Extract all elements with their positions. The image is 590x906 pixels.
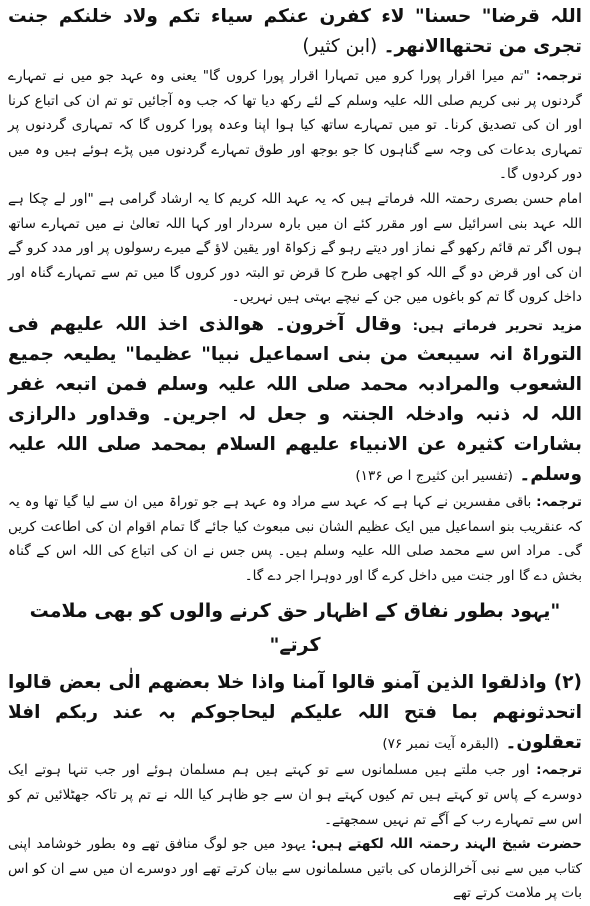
translation-label: ترجمہ: [536,762,583,779]
verse-2-paragraph [8,668,582,758]
verse-reference: (البقرہ آیت نمبر ۷۶) [382,736,500,753]
document-page [8,2,583,902]
arabic-verse-text: اللہ قرضا" حسنا" لاء کفرن عنکم سیاء تکم ولاد خلنکم جنت تجری من تحتھاالانھر۔ [8,6,582,57]
tafsir-reference: (تفسیر ابن کثیرج ا ص ۱۳۶) [355,467,513,484]
arabic-quote-text: وقال آخرون۔ ھوالذی اخذ اللہ علیھم فی التوراۃ انہ سیبعث من بنی اسماعیل نبیا" عظیما" یطیعہ جمیع الشعوب والمرادبہ محمد صلی اللہ علیہ وسلم فمن اتبعہ غفر اللہ لہ ذنبہ وادخلہ الجنتہ و جعل لہ اجرین۔ وقداور دالرازی بشارات کثیرہ عن الانبیاء علیھم السلام بمحمد صلی اللہ علیہ وسلم۔ [8,313,582,485]
translation-label: ترجمہ: [536,493,582,510]
translation-text: باقی مفسرین نے کہا ہے کہ عہد سے مراد وہ عہد ہے جو توراۃ میں ان سے لیا گیا تھا وہ یہ کہ عنقریب بنو اسماعیل میں ایک عظیم الشان نبی مبعوث کیا جائے گا تمام اقوام ان کی اطاعت کریں گی۔ مراد اس سے محمد صلی اللہ علیہ وسلم ہیں۔ پس جس نے ان کی اتباع کی اللہ اس کے گناہ بخش دے گا اور جنت میں داخل کرے گا اور دوہرا اجر دے گا۔ [8,493,582,584]
paragraph-lead: حضرت شیخ الہند رحمتہ اللہ لکھتے ہیں: [311,836,583,853]
verse-number: (۲) [553,672,582,694]
section-heading: "یہود بطور نفاق کے اظہار حق کرنے والوں کو بھی ملامت کرتے" [29,600,561,657]
translation-paragraph-1 [8,64,582,187]
paragraph-text: یہود میں جو لوگ منافق تھے وہ بطور خوشامد اپنی کتاب میں سے نبی آخرالزماں کی باتیں مسلمانوں سے بیان کرتے تھے اور دوسرے ان میں سے ان کو اس بات پر ملامت کرتے تھے [8,836,582,902]
translation-text: "تم میرا اقرار پورا کرو میں تمہارا اقرار پورا کروں گا" یعنی وہ عہد جو میں نے تمہارے گردنوں پر نبی کریم صلی اللہ علیہ وسلم کے لئے رکھ دیا تھا کہ جب وہ آجائیں تو تم ان کی اتباع کرنا اور ان کی تصدیق کرنا۔ تو میں تمہارے ساتھ کیا ہوا اپنا وعدہ پورا کروں گا کہ تمہاری گردنوں پر تمہاری بدعات کی وجہ سے گناہوں کا جو بوجھ اور طوق تمہارے گردنوں میں پڑے ہوئے ہیں وہ میں دور کردوں گا۔ [8,68,582,183]
translation-label: ترجمہ: [536,68,582,84]
paragraph-text: امام حسن بصری رحمتہ اللہ فرماتے ہیں کہ یہ عہد اللہ کریم کا یہ ارشاد گرامی ہے "اور لے چکا ہے اللہ عہد بنی اسرائیل سے اور مقرر کئے ان میں بارہ سردار اور کہا اللہ تعالیٰ نے میں تمہارے ساتھ ہوں اگر تم قائم رکھو گے نماز اور دیتے رہو گے زکواۃ اور یقین لاؤ گے میرے رسولوں پر اور مدد کرو گے ان کی اور قرض دو گے اللہ کو اچھی طرح کا قرض تو البتہ دور کروں گا میں تم سے تمہارے گناہ اور داخل کروں گا تم کو باغوں میں جن کے نیچے بہتی ہیں نہریں۔ [8,190,582,306]
hasan-basri-paragraph [8,187,582,310]
arabic-verse-text: واذلقوا الذین آمنو قالوا آمنا واذا خلا بعضھم الٰی بعض قالوا اتحدثونھم بما فتح اللہ علیکم لیحاجوکم بہ عند ربکم افلا تعقلون۔ [8,672,582,754]
translation-text: اور جب ملتے ہیں مسلمانوں سے تو کہتے ہیں ہم مسلمان ہوئے اور جب تنہا ہوتے ایک دوسرے کے پاس تو کہتے ہیں تم کیوں کہتے ہو ان سے جو ظاہر کیا اللہ نے تم پر تاکہ جھٹلائیں تم کو اس سے تمہارے رب کے آگے تم نہیں سمجھتے۔ [8,762,582,828]
translation-paragraph-2 [8,490,582,588]
shaikh-ul-hind-paragraph [8,832,582,906]
verse-reference: (ابن کثیر) [302,36,378,57]
paragraph-lead: مزید تحریر فرماتے ہیں: [412,317,582,334]
further-writing-paragraph [8,310,582,490]
arabic-verse-continuation [8,2,582,62]
translation-paragraph-3 [8,758,582,832]
